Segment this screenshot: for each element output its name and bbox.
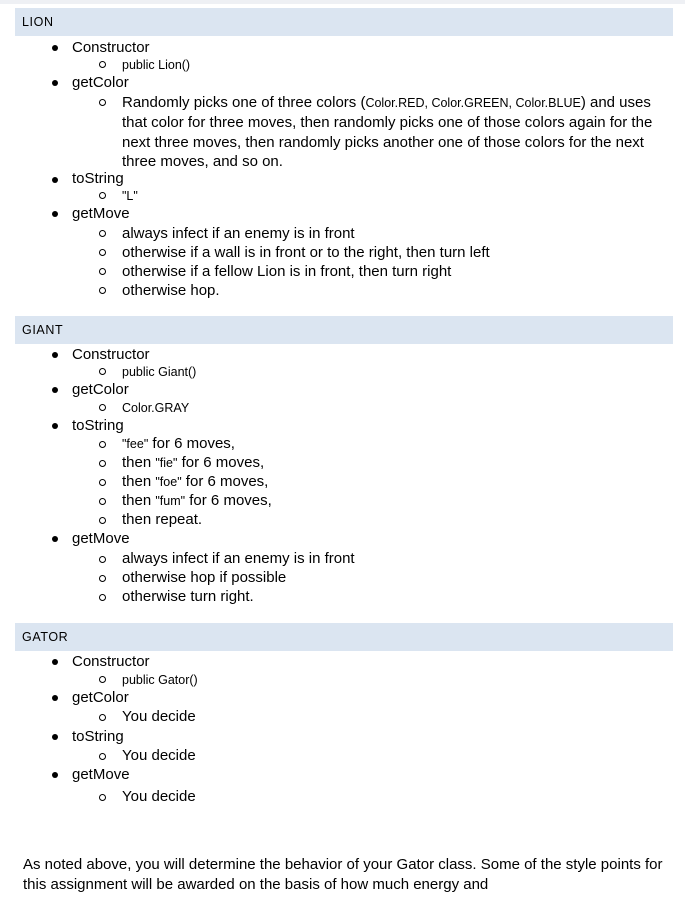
text-part: then <box>122 492 156 509</box>
item-label: getColor <box>72 381 129 398</box>
section-header-giant: GIANT <box>15 316 673 344</box>
bullet-icon <box>52 80 58 86</box>
sub-item-text: public Lion() <box>122 58 191 72</box>
circle-bullet-icon <box>99 249 106 256</box>
sub-item-text: public Giant() <box>122 365 197 379</box>
sub-item-text: otherwise hop if possible <box>122 569 287 586</box>
bullet-icon <box>52 45 58 51</box>
text-part: Randomly picks one of three colors ( <box>122 94 366 111</box>
section-header-gator: GATOR <box>15 623 673 651</box>
circle-bullet-icon <box>99 230 106 237</box>
sub-item-text: Color.GRAY <box>122 401 190 415</box>
item-label: getColor <box>72 74 129 91</box>
sub-item-text: otherwise if a wall is in front or to the right, then turn left <box>122 244 490 261</box>
sub-item-text: then repeat. <box>122 511 203 528</box>
bullet-icon <box>52 659 58 665</box>
section-header-lion: LION <box>15 8 673 36</box>
bullet-icon <box>52 211 58 217</box>
sub-item-text: public Gator() <box>122 673 198 687</box>
circle-bullet-icon <box>99 575 106 582</box>
item-label: Constructor <box>72 346 150 363</box>
sub-item-text: You decide <box>122 708 196 725</box>
circle-bullet-icon <box>99 404 106 411</box>
sub-item-text <box>122 453 667 473</box>
text-part: then <box>122 473 156 490</box>
code-text: "foe" <box>155 475 182 489</box>
circle-bullet-icon <box>99 753 106 760</box>
sub-item-text <box>122 93 667 171</box>
circle-bullet-icon <box>99 61 106 68</box>
sub-item-text: always infect if an enemy is in front <box>122 550 355 567</box>
sub-item-text: otherwise turn right. <box>122 588 254 605</box>
item-label: getMove <box>72 530 130 547</box>
item-label: toString <box>72 417 124 434</box>
text-part: for 6 moves, <box>181 473 269 490</box>
circle-bullet-icon <box>99 517 106 524</box>
text-part: for 6 moves, <box>148 435 235 452</box>
bullet-icon <box>52 772 58 778</box>
circle-bullet-icon <box>99 479 106 486</box>
circle-bullet-icon <box>99 594 106 601</box>
item-label: toString <box>72 170 124 187</box>
circle-bullet-icon <box>99 287 106 294</box>
text-part: then <box>122 454 156 471</box>
sub-item-text <box>122 491 667 511</box>
item-label: getMove <box>72 766 130 783</box>
circle-bullet-icon <box>99 368 106 375</box>
bullet-icon <box>52 695 58 701</box>
code-text: "fum" <box>155 494 186 508</box>
closing-paragraph: As noted above, you will determine the behavior of your Gator class. Some of the style points for this assignment will be awarded on the basis of how much energy and <box>23 856 663 893</box>
sub-item-text: "L" <box>122 189 138 203</box>
bullet-icon <box>52 536 58 542</box>
text-part: ) and uses that color for three moves, then randomly picks one of those colors again for the next three moves, then randomly picks another one of those colors for the next three moves, and so on. <box>122 94 653 170</box>
circle-bullet-icon <box>99 676 106 683</box>
text-part: for 6 moves, <box>185 492 272 509</box>
top-divider <box>0 0 685 4</box>
item-label: toString <box>72 728 124 745</box>
sub-item-text: You decide <box>122 788 196 805</box>
bullet-icon <box>52 423 58 429</box>
circle-bullet-icon <box>99 498 106 505</box>
circle-bullet-icon <box>99 268 106 275</box>
item-label: getColor <box>72 689 129 706</box>
sub-item-text <box>122 472 667 492</box>
bullet-icon <box>52 387 58 393</box>
bullet-icon <box>52 177 58 183</box>
sub-item-text: You decide <box>122 747 196 764</box>
circle-bullet-icon <box>99 192 106 199</box>
bullet-icon <box>52 734 58 740</box>
circle-bullet-icon <box>99 556 106 563</box>
circle-bullet-icon <box>99 714 106 721</box>
circle-bullet-icon <box>99 460 106 467</box>
item-label: getMove <box>72 205 130 222</box>
item-label: Constructor <box>72 653 150 670</box>
bullet-icon <box>52 352 58 358</box>
text-part: for 6 moves, <box>177 454 265 471</box>
code-text: "fie" <box>155 456 178 470</box>
sub-item-text <box>122 434 667 454</box>
item-label: Constructor <box>72 39 150 56</box>
code-text: "fee" <box>122 437 149 451</box>
circle-bullet-icon <box>99 794 106 801</box>
sub-item-text: always infect if an enemy is in front <box>122 225 355 242</box>
circle-bullet-icon <box>99 99 106 106</box>
sub-item-text: otherwise if a fellow Lion is in front, then turn right <box>122 263 452 280</box>
code-text: Color.RED, Color.GREEN, Color.BLUE <box>365 96 581 110</box>
sub-item-text: otherwise hop. <box>122 282 220 299</box>
circle-bullet-icon <box>99 441 106 448</box>
